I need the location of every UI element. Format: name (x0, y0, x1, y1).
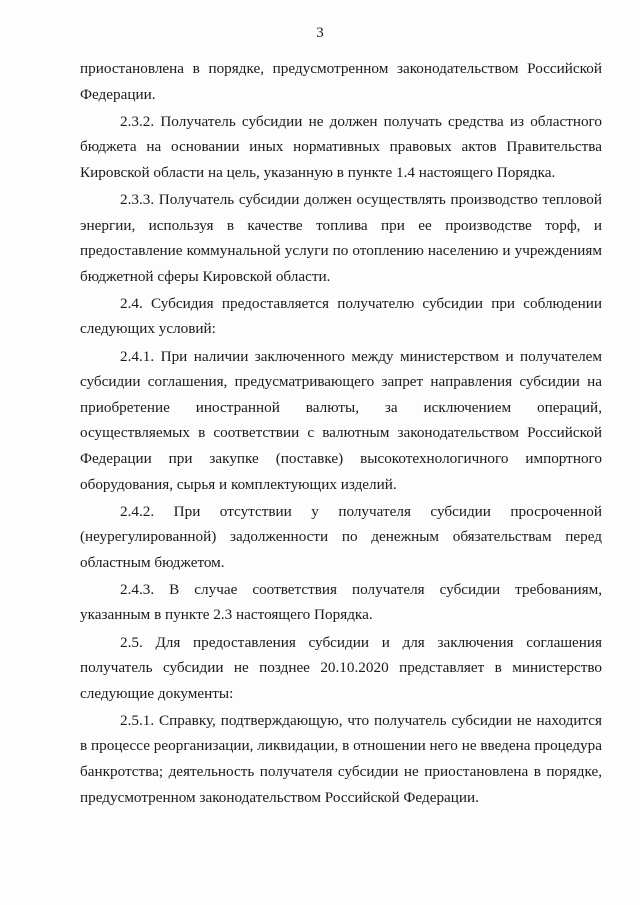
page-number: 3 (316, 25, 324, 41)
paragraph-2-4-2: 2.4.2. При отсутствии у получателя субсидии просроченной (неурегулированной) задолженности по денежным обязательствам перед областным бюджетом. (80, 502, 602, 571)
paragraph-2-4-1: 2.4.1. При наличии заключенного между министерством и получателем субсидии соглашения, предусматривающего запрет направления субсидии на приобретение иностранной валюты, за исключением операций, осуществляемых в соответствии с валютным законодательством Российской Федерации при закупке (поставке) высокотехнологичного импортного оборудования, сырья и комплектующих изделий. (80, 347, 602, 493)
paragraph-2-5-1: 2.5.1. Справку, подтверждающую, что получатель субсидии не находится в процессе реорганизации, ликвидации, в отношении него не введена процедура банкротства; деятельность получателя субсидии не приостановлена в порядке, предусмотренном законодательством Российской Федерации. (80, 711, 602, 806)
paragraph-2-4: 2.4. Субсидия предоставляется получателю субсидии при соблюдении следующих условий: (80, 294, 602, 338)
document-body (80, 56, 602, 810)
paragraph-continuation: приостановлена в порядке, предусмотренном законодательством Российской Федерации. (80, 60, 602, 103)
paragraph-2-3-2: 2.3.2. Получатель субсидии не должен получать средства из областного бюджета на основании иных нормативных правовых актов Правительства Кировской области на цель, указанную в пункте 1.4 настоящего Порядка. (80, 112, 602, 181)
paragraph-2-4-3: 2.4.3. В случае соответствия получателя субсидии требованиям, указанным в пункте 2.3 настоящего Порядка. (80, 580, 602, 624)
paragraph-2-3-3: 2.3.3. Получатель субсидии должен осуществлять производство тепловой энергии, используя в качестве топлива при ее производстве торф, и предоставление коммунальной услуги по отоплению населению и учреждениям бюджетной сферы Кировской области. (80, 190, 602, 285)
paragraph-2-5: 2.5. Для предоставления субсидии и для заключения соглашения получатель субсидии не позднее 20.10.2020 представляет в министерство следующие документы: (80, 633, 602, 702)
